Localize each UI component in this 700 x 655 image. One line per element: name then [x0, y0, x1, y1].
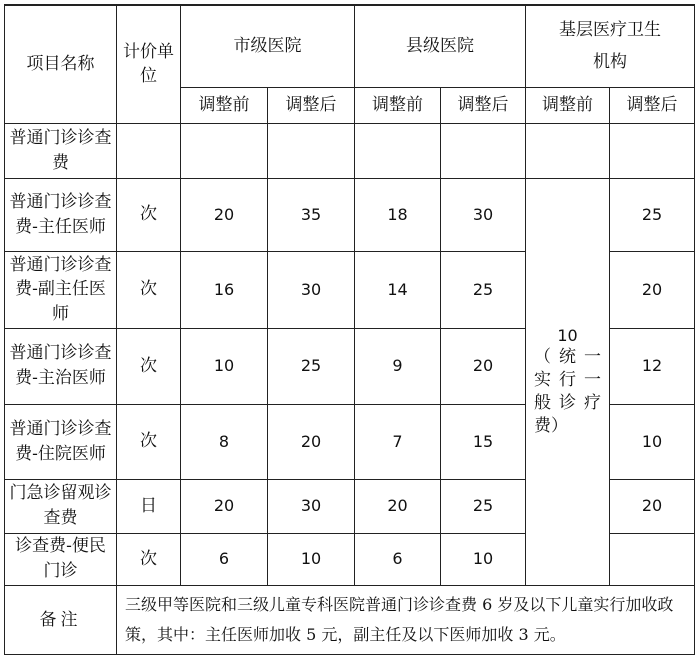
table-row [5, 123, 695, 178]
county-after-cell: 10 [441, 533, 526, 585]
item-name-cell: 普通门诊诊查费-主任医师 [5, 178, 117, 251]
unit-cell: 次 [117, 251, 181, 328]
primary-before-value: 10 [557, 325, 578, 345]
primary-after-cell: 20 [610, 251, 695, 328]
city-after-cell [268, 123, 355, 178]
primary-before-merged-cell [526, 178, 610, 585]
unit-cell: 次 [117, 533, 181, 585]
primary-after-cell: 25 [610, 178, 695, 251]
item-name-cell: 诊查费-便民门诊 [5, 533, 117, 585]
primary-before-note-line1: （统一 [534, 347, 601, 368]
header-item-name: 项目名称 [5, 5, 117, 123]
header-city-before: 调整前 [181, 87, 268, 123]
header-primary-care [526, 5, 695, 87]
city-before-cell: 16 [181, 251, 268, 328]
unit-cell: 次 [117, 178, 181, 251]
county-before-cell [355, 123, 441, 178]
city-before-cell: 20 [181, 178, 268, 251]
city-before-cell [181, 123, 268, 178]
city-after-cell: 35 [268, 178, 355, 251]
county-after-cell: 25 [441, 479, 526, 533]
note-text: 三级甲等医院和三级儿童专科医院普通门诊诊查费 6 岁及以下儿童实行加收政策，其中：主任医师加收 5 元，副主任及以下医师加收 3 元。 [117, 585, 695, 655]
header-primary-line2: 机构 [593, 52, 627, 73]
city-before-cell: 10 [181, 328, 268, 404]
primary-after-cell: 12 [610, 328, 695, 404]
primary-before-note-line2: 实行一 [534, 370, 601, 391]
city-before-cell: 20 [181, 479, 268, 533]
header-county-hospital: 县级医院 [355, 5, 526, 87]
primary-after-cell [610, 123, 695, 178]
header-row-1 [5, 5, 695, 87]
primary-after-cell: 10 [610, 404, 695, 479]
header-city-hospital: 市级医院 [181, 5, 355, 87]
county-before-cell: 14 [355, 251, 441, 328]
header-city-after: 调整后 [268, 87, 355, 123]
note-label: 备注 [5, 585, 117, 655]
county-after-cell: 25 [441, 251, 526, 328]
primary-before-note-line4: 费） [534, 416, 568, 437]
item-name-cell: 普通门诊诊查费-主治医师 [5, 328, 117, 404]
header-primary-after: 调整后 [610, 87, 695, 123]
fee-adjustment-table [4, 4, 695, 655]
header-county-before: 调整前 [355, 87, 441, 123]
county-before-cell: 18 [355, 178, 441, 251]
city-after-cell: 10 [268, 533, 355, 585]
city-after-cell: 25 [268, 328, 355, 404]
unit-cell [117, 123, 181, 178]
header-county-after: 调整后 [441, 87, 526, 123]
header-primary-before: 调整前 [526, 87, 610, 123]
county-before-cell: 9 [355, 328, 441, 404]
item-name-cell: 普通门诊诊查费 [5, 123, 117, 178]
header-unit: 计价单位 [117, 5, 181, 123]
county-before-cell: 20 [355, 479, 441, 533]
item-name-cell: 普通门诊诊查费-住院医师 [5, 404, 117, 479]
header-primary-line1: 基层医疗卫生 [559, 19, 661, 40]
primary-before-cell [526, 123, 610, 178]
city-after-cell: 30 [268, 479, 355, 533]
city-after-cell: 20 [268, 404, 355, 479]
county-before-cell: 7 [355, 404, 441, 479]
unit-cell: 次 [117, 404, 181, 479]
unit-cell: 次 [117, 328, 181, 404]
unit-cell: 日 [117, 479, 181, 533]
county-after-cell: 15 [441, 404, 526, 479]
city-after-cell: 30 [268, 251, 355, 328]
item-name-cell: 门急诊留观诊查费 [5, 479, 117, 533]
note-row [5, 585, 695, 655]
item-name-cell: 普通门诊诊查费-副主任医师 [5, 251, 117, 328]
table-row [5, 178, 695, 251]
county-before-cell: 6 [355, 533, 441, 585]
county-after-cell [441, 123, 526, 178]
city-before-cell: 8 [181, 404, 268, 479]
city-before-cell: 6 [181, 533, 268, 585]
primary-after-cell: 20 [610, 479, 695, 533]
primary-before-note-line3: 般诊疗 [534, 393, 601, 414]
primary-before-cell [610, 533, 695, 585]
county-after-cell: 20 [441, 328, 526, 404]
county-after-cell: 30 [441, 178, 526, 251]
